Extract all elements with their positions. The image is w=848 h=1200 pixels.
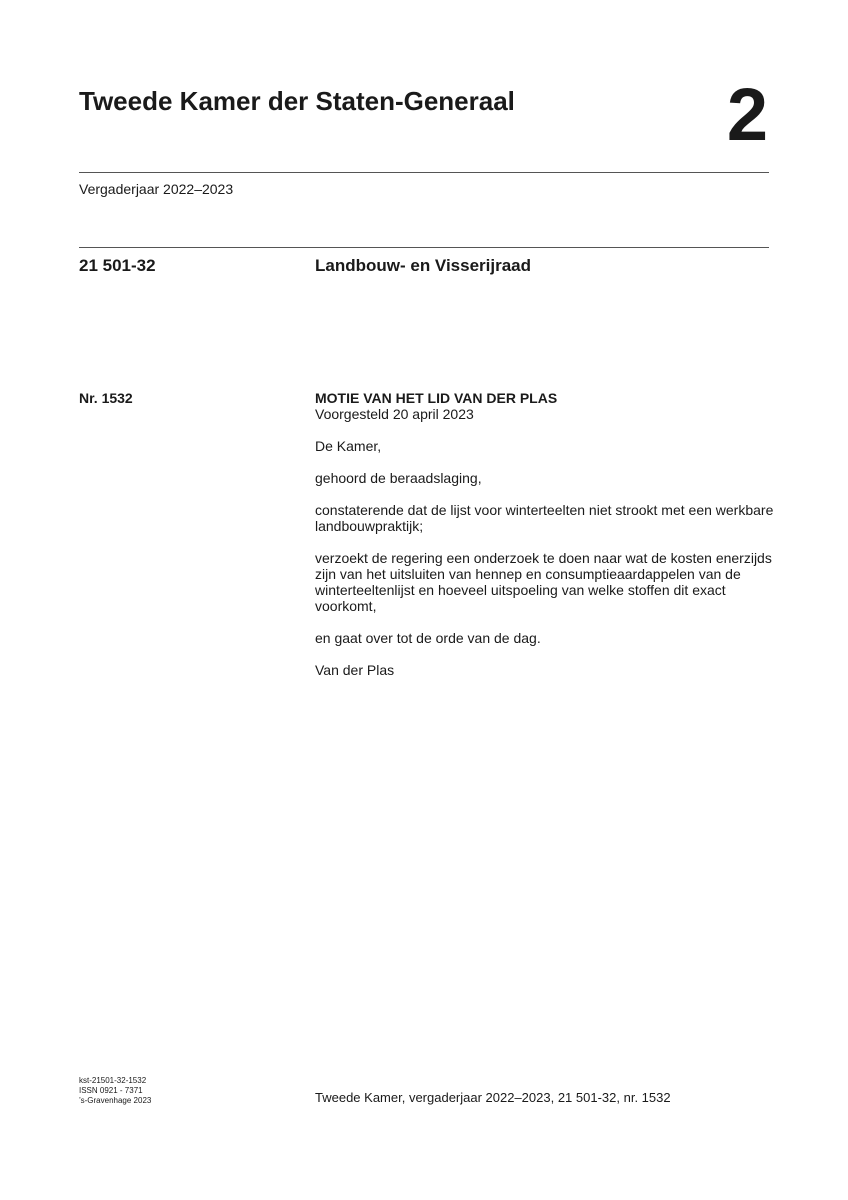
motion-title: MOTIE VAN HET LID VAN DER PLAS xyxy=(315,390,558,406)
motion-signatory: Van der Plas xyxy=(315,662,395,678)
footer-issn: ISSN 0921 - 7371 xyxy=(79,1086,143,1095)
document-number: 2 xyxy=(726,73,768,156)
motion-paragraph: gehoord de beraadslaging, xyxy=(315,470,482,486)
dossier-title: Landbouw- en Visserijraad xyxy=(315,256,532,275)
footer-meta xyxy=(79,1076,151,1106)
item-number: Nr. 1532 xyxy=(79,390,133,406)
motion-paragraph: verzoekt de regering een onderzoek te doen naar wat de kosten enerzijds zijn van het uitsluiten van hennep en consumptieaardappelen van de winterteeltenlijst en hoeveel uitspoeling van welke stoffen dit exact voorkomt, xyxy=(315,550,772,614)
header-divider xyxy=(79,172,769,173)
footer-reference: Tweede Kamer, vergaderjaar 2022–2023, 21 501-32, nr. 1532 xyxy=(315,1090,671,1105)
motion-body xyxy=(315,390,775,678)
dossier-divider xyxy=(79,247,769,248)
motion-paragraph: constaterende dat de lijst voor winterteelten niet strookt met een werkbare landbouwpraktijk; xyxy=(315,502,774,534)
motion-paragraph: en gaat over tot de orde van de dag. xyxy=(315,630,541,646)
motion-proposed-date: Voorgesteld 20 april 2023 xyxy=(315,406,474,422)
motion-paragraph: De Kamer, xyxy=(315,438,382,454)
chamber-title: Tweede Kamer der Staten-Generaal xyxy=(79,86,515,116)
footer-place-year: ’s-Gravenhage 2023 xyxy=(79,1096,152,1105)
session-year: Vergaderjaar 2022–2023 xyxy=(79,181,234,197)
footer-document-code: kst-21501-32-1532 xyxy=(79,1076,147,1085)
dossier-number: 21 501-32 xyxy=(79,256,156,275)
